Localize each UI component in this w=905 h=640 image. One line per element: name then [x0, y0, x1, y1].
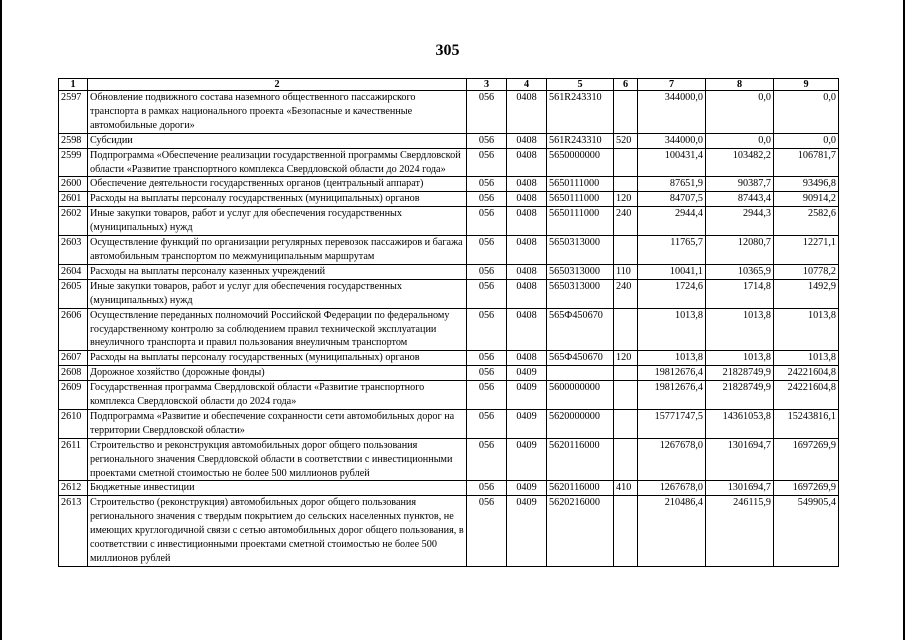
- table-row: [59, 496, 839, 567]
- row-expense-type: 120: [614, 192, 638, 207]
- row-name: Субсидии: [88, 133, 467, 148]
- row-name: Обновление подвижного состава наземного общественного пассажирского транспорта в рамках национального проекта «Безопасные и качественные автомобильные дороги»: [88, 91, 467, 134]
- row-admin-code: 056: [467, 133, 507, 148]
- row-section-code: 0409: [507, 381, 547, 410]
- col-header-5: 5: [547, 79, 614, 91]
- row-name: Строительство (реконструкция) автомобильных дорог общего пользования регионального значения с твердым покрытием до сельских населенных пунктов, не имеющих круглогодичной связи с сетью автомобильных дорог общего пользования, в соответствии с инвестиционными проектами сметной стоимостью не более 500 миллионов рублей: [88, 496, 467, 567]
- table-row: [59, 409, 839, 438]
- row-number: 2613: [59, 496, 88, 567]
- row-name: Осуществление функций по организации регулярных перевозок пассажиров и багажа автомобильным транспортом по межмуниципальным маршрутам: [88, 236, 467, 265]
- row-amount-col9: 24221604,8: [774, 366, 839, 381]
- row-amount-col7: 19812676,4: [638, 381, 706, 410]
- row-admin-code: 056: [467, 409, 507, 438]
- row-name: Осуществление переданных полномочий Российской Федерации по федеральному государственному контролю за соблюдением правил технической эксплуатации внеуличного транспорта и правил пользования внеуличным транспортом: [88, 308, 467, 351]
- row-amount-col9: 12271,1: [774, 236, 839, 265]
- row-expense-type: 110: [614, 264, 638, 279]
- row-expense-type: [614, 496, 638, 567]
- row-expense-type: 410: [614, 481, 638, 496]
- row-amount-col7: 87651,9: [638, 177, 706, 192]
- row-admin-code: 056: [467, 207, 507, 236]
- row-admin-code: 056: [467, 496, 507, 567]
- table-row: [59, 133, 839, 148]
- row-amount-col8: 0,0: [706, 91, 774, 134]
- table-row: [59, 264, 839, 279]
- col-header-2: 2: [88, 79, 467, 91]
- row-amount-col7: 344000,0: [638, 91, 706, 134]
- table-row: [59, 366, 839, 381]
- row-amount-col7: 19812676,4: [638, 366, 706, 381]
- row-target-code: 5650313000: [547, 264, 614, 279]
- row-amount-col8: 1301694,7: [706, 438, 774, 481]
- row-expense-type: [614, 148, 638, 177]
- row-expense-type: [614, 438, 638, 481]
- row-target-code: 565Ф450670: [547, 308, 614, 351]
- row-admin-code: 056: [467, 351, 507, 366]
- row-amount-col9: 93496,8: [774, 177, 839, 192]
- row-number: 2609: [59, 381, 88, 410]
- row-section-code: 0409: [507, 496, 547, 567]
- row-name: Подпрограмма «Развитие и обеспечение сохранности сети автомобильных дорог на территории Свердловской области»: [88, 409, 467, 438]
- row-amount-col9: 90914,2: [774, 192, 839, 207]
- row-amount-col7: 100431,4: [638, 148, 706, 177]
- row-amount-col9: 0,0: [774, 133, 839, 148]
- row-amount-col9: 1013,8: [774, 308, 839, 351]
- row-expense-type: 520: [614, 133, 638, 148]
- row-amount-col7: 11765,7: [638, 236, 706, 265]
- row-amount-col9: 549905,4: [774, 496, 839, 567]
- row-amount-col8: 103482,2: [706, 148, 774, 177]
- row-expense-type: [614, 308, 638, 351]
- row-amount-col7: 210486,4: [638, 496, 706, 567]
- row-name: Расходы на выплаты персоналу государственных (муниципальных) органов: [88, 351, 467, 366]
- row-target-code: 565Ф450670: [547, 351, 614, 366]
- row-admin-code: 056: [467, 148, 507, 177]
- row-name: Подпрограмма «Обеспечение реализации государственной программы Свердловской области «Развитие транспортного комплекса Свердловской области до 2024 года»: [88, 148, 467, 177]
- row-admin-code: 056: [467, 279, 507, 308]
- row-amount-col8: 0,0: [706, 133, 774, 148]
- row-name: Дорожное хозяйство (дорожные фонды): [88, 366, 467, 381]
- row-amount-col9: 2582,6: [774, 207, 839, 236]
- row-number: 2599: [59, 148, 88, 177]
- budget-table-body: [59, 91, 839, 567]
- row-amount-col9: 24221604,8: [774, 381, 839, 410]
- row-amount-col7: 84707,5: [638, 192, 706, 207]
- row-target-code: 5650111000: [547, 192, 614, 207]
- row-target-code: [547, 366, 614, 381]
- row-amount-col8: 90387,7: [706, 177, 774, 192]
- row-amount-col8: 21828749,9: [706, 366, 774, 381]
- row-number: 2601: [59, 192, 88, 207]
- row-section-code: 0408: [507, 177, 547, 192]
- row-number: 2606: [59, 308, 88, 351]
- row-target-code: 5650000000: [547, 148, 614, 177]
- row-expense-type: [614, 366, 638, 381]
- table-row: [59, 279, 839, 308]
- col-header-3: 3: [467, 79, 507, 91]
- header-row: [59, 79, 839, 91]
- row-expense-type: 120: [614, 351, 638, 366]
- row-amount-col8: 12080,7: [706, 236, 774, 265]
- col-header-1: 1: [59, 79, 88, 91]
- table-row: [59, 236, 839, 265]
- row-name: Обеспечение деятельности государственных органов (центральный аппарат): [88, 177, 467, 192]
- row-name: Иные закупки товаров, работ и услуг для обеспечения государственных (муниципальных) нужд: [88, 207, 467, 236]
- row-amount-col8: 2944,3: [706, 207, 774, 236]
- row-amount-col7: 2944,4: [638, 207, 706, 236]
- table-row: [59, 381, 839, 410]
- row-target-code: 5620000000: [547, 409, 614, 438]
- col-header-7: 7: [638, 79, 706, 91]
- row-section-code: 0409: [507, 409, 547, 438]
- row-admin-code: 056: [467, 192, 507, 207]
- table-row: [59, 177, 839, 192]
- table-row: [59, 351, 839, 366]
- row-admin-code: 056: [467, 236, 507, 265]
- table-row: [59, 91, 839, 134]
- row-section-code: 0408: [507, 351, 547, 366]
- row-section-code: 0408: [507, 207, 547, 236]
- row-name: Бюджетные инвестиции: [88, 481, 467, 496]
- row-section-code: 0409: [507, 366, 547, 381]
- row-section-code: 0408: [507, 236, 547, 265]
- row-target-code: 5650111000: [547, 177, 614, 192]
- row-amount-col9: 10778,2: [774, 264, 839, 279]
- row-amount-col8: 1714,8: [706, 279, 774, 308]
- col-header-8: 8: [706, 79, 774, 91]
- row-expense-type: [614, 91, 638, 134]
- row-target-code: 5650313000: [547, 279, 614, 308]
- row-amount-col8: 87443,4: [706, 192, 774, 207]
- col-header-6: 6: [614, 79, 638, 91]
- row-name: Строительство и реконструкция автомобильных дорог общего пользования регионального значения Свердловской области в соответствии с инвестиционными проектами сметной стоимостью не более 500 миллионов рублей: [88, 438, 467, 481]
- row-expense-type: 240: [614, 207, 638, 236]
- row-amount-col7: 344000,0: [638, 133, 706, 148]
- table-row: [59, 207, 839, 236]
- row-amount-col8: 1013,8: [706, 351, 774, 366]
- table-row: [59, 192, 839, 207]
- row-amount-col7: 15771747,5: [638, 409, 706, 438]
- row-number: 2602: [59, 207, 88, 236]
- row-number: 2607: [59, 351, 88, 366]
- row-number: 2603: [59, 236, 88, 265]
- row-amount-col7: 1267678,0: [638, 438, 706, 481]
- row-amount-col9: 15243816,1: [774, 409, 839, 438]
- row-section-code: 0408: [507, 264, 547, 279]
- row-target-code: 5620116000: [547, 481, 614, 496]
- row-target-code: 561R243310: [547, 133, 614, 148]
- row-amount-col8: 21828749,9: [706, 381, 774, 410]
- row-number: 2608: [59, 366, 88, 381]
- row-name: Иные закупки товаров, работ и услуг для обеспечения государственных (муниципальных) нужд: [88, 279, 467, 308]
- row-number: 2605: [59, 279, 88, 308]
- row-number: 2612: [59, 481, 88, 496]
- row-target-code: 5650111000: [547, 207, 614, 236]
- row-amount-col8: 10365,9: [706, 264, 774, 279]
- row-section-code: 0408: [507, 91, 547, 134]
- row-name: Государственная программа Свердловской области «Развитие транспортного комплекса Свердловской области до 2024 года»: [88, 381, 467, 410]
- row-amount-col7: 1013,8: [638, 351, 706, 366]
- row-section-code: 0408: [507, 148, 547, 177]
- row-admin-code: 056: [467, 264, 507, 279]
- row-name: Расходы на выплаты персоналу государственных (муниципальных) органов: [88, 192, 467, 207]
- row-number: 2597: [59, 91, 88, 134]
- row-amount-col7: 1013,8: [638, 308, 706, 351]
- table-row: [59, 481, 839, 496]
- row-expense-type: [614, 409, 638, 438]
- row-admin-code: 056: [467, 308, 507, 351]
- row-number: 2600: [59, 177, 88, 192]
- row-admin-code: 056: [467, 177, 507, 192]
- row-name: Расходы на выплаты персоналу казенных учреждений: [88, 264, 467, 279]
- col-header-4: 4: [507, 79, 547, 91]
- row-amount-col8: 1013,8: [706, 308, 774, 351]
- row-number: 2611: [59, 438, 88, 481]
- row-amount-col9: 1697269,9: [774, 481, 839, 496]
- row-admin-code: 056: [467, 91, 507, 134]
- row-amount-col8: 1301694,7: [706, 481, 774, 496]
- row-admin-code: 056: [467, 481, 507, 496]
- table-row: [59, 148, 839, 177]
- budget-table: [58, 78, 839, 567]
- row-section-code: 0409: [507, 438, 547, 481]
- row-section-code: 0409: [507, 481, 547, 496]
- row-target-code: 561R243310: [547, 91, 614, 134]
- row-admin-code: 056: [467, 381, 507, 410]
- row-amount-col9: 1697269,9: [774, 438, 839, 481]
- row-target-code: 5650313000: [547, 236, 614, 265]
- row-amount-col7: 10041,1: [638, 264, 706, 279]
- row-expense-type: 240: [614, 279, 638, 308]
- row-section-code: 0408: [507, 133, 547, 148]
- row-target-code: 5600000000: [547, 381, 614, 410]
- col-header-9: 9: [774, 79, 839, 91]
- row-admin-code: 056: [467, 366, 507, 381]
- row-section-code: 0408: [507, 279, 547, 308]
- row-expense-type: [614, 177, 638, 192]
- table-row: [59, 438, 839, 481]
- row-amount-col8: 246115,9: [706, 496, 774, 567]
- row-expense-type: [614, 381, 638, 410]
- row-admin-code: 056: [467, 438, 507, 481]
- row-amount-col9: 1492,9: [774, 279, 839, 308]
- row-section-code: 0408: [507, 308, 547, 351]
- row-number: 2598: [59, 133, 88, 148]
- row-target-code: 5620216000: [547, 496, 614, 567]
- row-amount-col8: 14361053,8: [706, 409, 774, 438]
- row-number: 2604: [59, 264, 88, 279]
- row-target-code: 5620116000: [547, 438, 614, 481]
- row-amount-col7: 1267678,0: [638, 481, 706, 496]
- table-row: [59, 308, 839, 351]
- scan-left-edge: [0, 0, 2, 640]
- row-amount-col9: 0,0: [774, 91, 839, 134]
- page-number: 305: [435, 42, 460, 59]
- row-amount-col9: 1013,8: [774, 351, 839, 366]
- row-expense-type: [614, 236, 638, 265]
- row-amount-col9: 106781,7: [774, 148, 839, 177]
- row-section-code: 0408: [507, 192, 547, 207]
- row-amount-col7: 1724,6: [638, 279, 706, 308]
- row-number: 2610: [59, 409, 88, 438]
